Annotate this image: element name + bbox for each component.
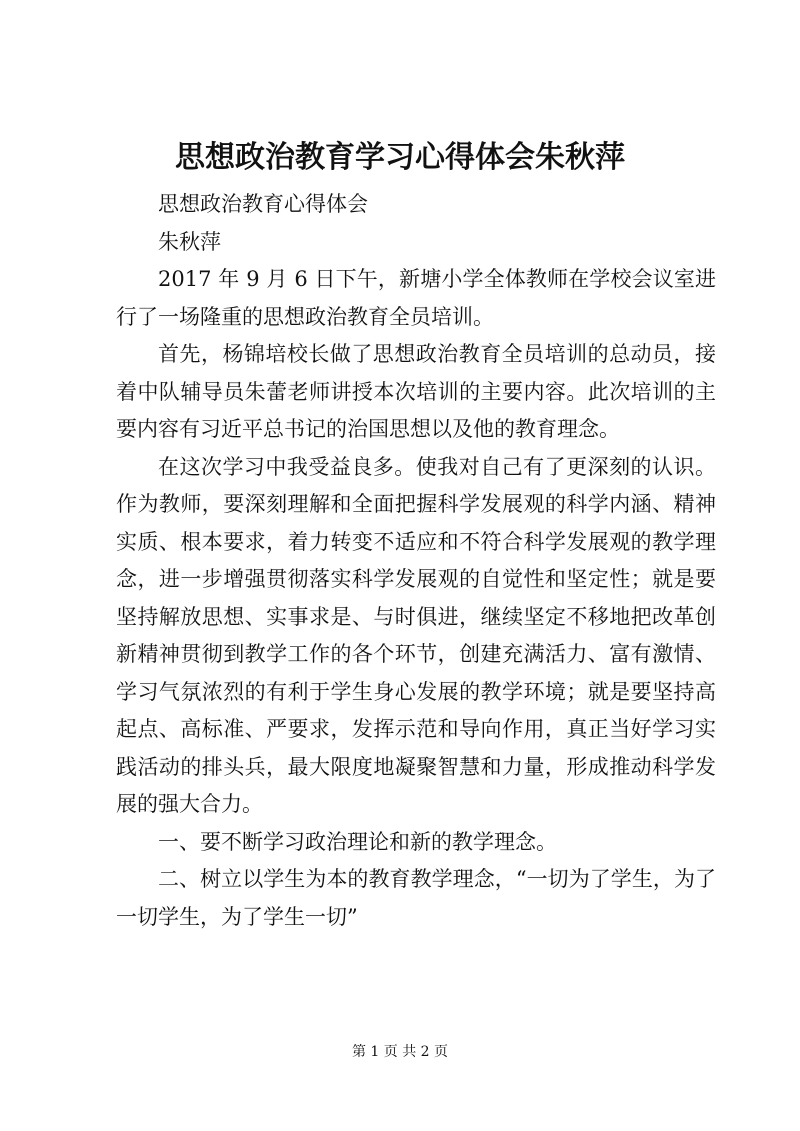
body-paragraph: 在这次学习中我受益良多。使我对自己有了更深刻的认识。作为教师，要深刻理解和全面把握科学发展观的科学内涵、精神实质、根本要求，着力转变不适应和不符合科学发展观的教学理念，进一步增强贯彻落实科学发展观的自觉性和坚定性；就是要坚持解放思想、实事求是、与时俱进，继续坚定不移地把改革创新精神贯彻到教学工作的各个环节，创建充满活力、富有激情、学习气氛浓烈的有利于学生身心发展的教学环境；就是要坚持高起点、高标准、严要求，发挥示范和导向作用，真正当好学习实践活动的排头兵，最大限度地凝聚智慧和力量，形成推动科学发展的强大合力。 — [116, 454, 716, 816]
body-paragraph: 二、树立以学生为本的教育教学理念，“一切为了学生，为了一切学生，为了学生一切” — [116, 867, 716, 929]
body-paragraph: 首先，杨锦培校长做了思想政治教育全员培训的总动员，接着中队辅导员朱蕾老师讲授本次培训的主要内容。此次培训的主要内容有习近平总书记的治国思想以及他的教育理念。 — [116, 342, 716, 441]
subtitle-paragraph: 思想政治教育心得体会 — [158, 192, 368, 216]
body-paragraph: 一、要不断学习政治理论和新的教学理念。 — [158, 829, 557, 854]
body-paragraph: 2017 年 9 月 6 日下午，新塘小学全体教师在学校会议室进行了一场隆重的思想政治教育全员培训。 — [116, 267, 716, 329]
document-body — [116, 186, 716, 936]
page-footer: 第 1 页 共 2 页 — [351, 1044, 449, 1060]
document-title: 思想政治教育学习心得体会朱秋萍 — [175, 140, 625, 175]
author-paragraph: 朱秋萍 — [158, 229, 221, 254]
